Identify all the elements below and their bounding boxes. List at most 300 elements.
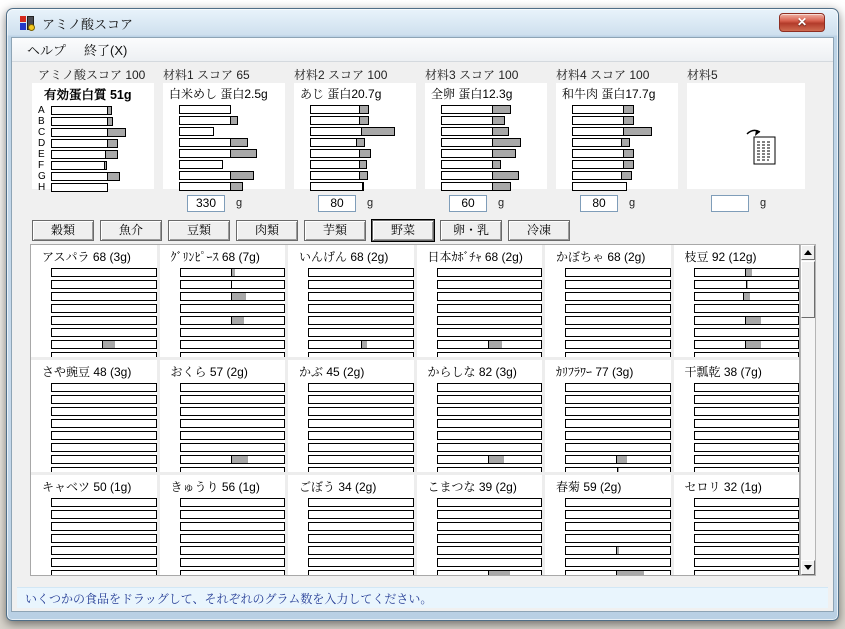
- status-bar: [17, 587, 828, 608]
- bar-filled-segment: [438, 444, 482, 451]
- amino-bar: [51, 139, 118, 148]
- scroll-up-button[interactable]: [801, 245, 815, 260]
- bar-excess-segment: [488, 571, 510, 576]
- amino-bar: [180, 383, 286, 392]
- amino-bar: [565, 328, 671, 337]
- ingredient-bar-row: [572, 127, 678, 136]
- bar-filled-segment: [309, 329, 339, 336]
- bar-filled-segment: [52, 499, 80, 506]
- amino-bar: [51, 280, 157, 289]
- bar-filled-segment: [573, 128, 623, 135]
- bar-filled-segment: [52, 384, 85, 391]
- food-cell-1[interactable]: [160, 245, 286, 357]
- amino-bar: [308, 534, 414, 543]
- food-bars: [545, 498, 671, 576]
- bar-filled-segment: [181, 317, 231, 324]
- bar-excess-segment: [102, 341, 115, 348]
- amino-bar: [694, 395, 800, 404]
- amino-bar: [179, 160, 223, 169]
- food-bars: [674, 383, 800, 472]
- drag-document-icon: [745, 128, 779, 173]
- amino-bar: [437, 292, 543, 301]
- amino-bar: [694, 534, 800, 543]
- amino-bar: [565, 510, 671, 519]
- amino-bar: [437, 328, 543, 337]
- food-bars: [674, 268, 800, 357]
- bar-filled-segment: [438, 305, 476, 312]
- amino-score-panel: [32, 83, 154, 193]
- bar-filled-segment: [52, 173, 107, 180]
- ingredient-panel-3: [425, 83, 547, 189]
- food-cell-4[interactable]: [545, 245, 671, 357]
- bar-filled-segment: [695, 535, 718, 542]
- bar-filled-segment: [695, 329, 743, 336]
- amino-bar: [308, 383, 414, 392]
- food-cell-3[interactable]: [417, 245, 543, 357]
- food-name: 日本ｶﾎﾞﾁｬ 68 (2g): [427, 250, 523, 264]
- bar-filled-segment: [695, 571, 725, 576]
- grams-field-3: [449, 194, 504, 212]
- bar-filled-segment: [309, 444, 332, 451]
- amino-bar: [572, 182, 627, 191]
- food-name: 干瓢乾 38 (7g): [684, 365, 762, 379]
- bar-excess-segment: [230, 150, 256, 157]
- ingredient-bar-row: [310, 182, 416, 191]
- bar-filled-segment: [438, 420, 483, 427]
- amino-bar: [694, 498, 800, 507]
- ingredient-bar-row: [179, 160, 285, 169]
- bar-filled-segment: [181, 444, 214, 451]
- bar-filled-segment: [566, 408, 614, 415]
- amino-bar: [572, 171, 632, 180]
- ingredient-bar-row: [572, 149, 678, 158]
- tab-beans[interactable]: 豆類: [168, 220, 230, 241]
- amino-bar: [310, 127, 395, 136]
- grams-input-4[interactable]: [580, 195, 618, 212]
- bar-filled-segment: [566, 499, 611, 506]
- bar-filled-segment: [695, 456, 715, 463]
- amino-bar: [51, 161, 107, 170]
- amino-row-label: F: [38, 160, 45, 171]
- bar-filled-segment: [309, 408, 342, 415]
- bar-excess-segment: [492, 172, 518, 179]
- category-tabs: [32, 220, 570, 241]
- amino-bar: [694, 352, 800, 357]
- bar-filled-segment: [180, 161, 222, 168]
- bar-excess-segment: [743, 293, 750, 300]
- amino-bar: [441, 127, 509, 136]
- food-name: ｶﾘﾌﾗﾜｰ 77 (3g): [556, 365, 634, 379]
- app-icon: [19, 15, 36, 31]
- amino-bar: [180, 570, 286, 576]
- food-bars: [160, 498, 286, 576]
- ingredient-bar-row: [310, 105, 416, 114]
- ingredient-bar-row: [441, 160, 547, 169]
- food-name: かぼちゃ 68 (2g): [556, 250, 646, 264]
- bar-filled-segment: [52, 305, 92, 312]
- food-grid-scrollbar[interactable]: [800, 244, 816, 576]
- ingredient-bar-row: [179, 116, 285, 125]
- bar-filled-segment: [52, 559, 82, 566]
- amino-bar: [572, 105, 634, 114]
- amino-bar: [694, 570, 800, 576]
- bar-excess-segment: [231, 456, 248, 463]
- tab-vegetables[interactable]: 野菜: [372, 220, 434, 241]
- food-cell-2[interactable]: [288, 245, 414, 357]
- amino-bar: [565, 280, 671, 289]
- food-name: こまつな 39 (2g): [427, 480, 517, 494]
- amino-bar: [572, 116, 634, 125]
- bar-filled-segment: [438, 269, 478, 276]
- bar-filled-segment: [309, 499, 339, 506]
- bar-filled-segment: [52, 420, 80, 427]
- bar-filled-segment: [181, 499, 214, 506]
- food-name: キャベツ 50 (1g): [42, 480, 132, 494]
- amino-bar: [308, 522, 414, 531]
- bar-excess-segment: [231, 269, 235, 276]
- amino-bar: [51, 467, 157, 472]
- bar-filled-segment: [181, 468, 211, 472]
- amino-bar: [437, 522, 543, 531]
- food-cell-10[interactable]: [545, 360, 671, 472]
- bar-excess-segment: [492, 139, 520, 146]
- bar-filled-segment: [180, 117, 230, 124]
- amino-bar: [694, 558, 800, 567]
- bar-filled-segment: [566, 444, 606, 451]
- bar-filled-segment: [181, 511, 213, 518]
- bar-filled-segment: [309, 432, 337, 439]
- app-window: [6, 8, 839, 621]
- bar-filled-segment: [695, 511, 715, 518]
- bar-filled-segment: [566, 432, 614, 439]
- amino-bar: [179, 138, 248, 147]
- column-header-3: 材料3 スコア 100: [425, 68, 519, 82]
- bar-filled-segment: [566, 305, 611, 312]
- amino-bar: [565, 304, 671, 313]
- food-bars: [31, 498, 157, 576]
- bar-excess-segment: [621, 139, 629, 146]
- bar-filled-segment: [181, 396, 209, 403]
- bar-filled-segment: [52, 353, 97, 357]
- bar-filled-segment: [438, 535, 460, 542]
- bar-excess-segment: [745, 269, 752, 276]
- grams-input-2[interactable]: [318, 195, 356, 212]
- amino-bar: [308, 570, 414, 576]
- title-bar[interactable]: [7, 9, 838, 37]
- amino-bar: [694, 419, 800, 428]
- amino-bar: [51, 395, 157, 404]
- bar-filled-segment: [181, 559, 211, 566]
- bar-filled-segment: [309, 571, 346, 576]
- food-cell-11[interactable]: [674, 360, 800, 472]
- food-cell-0[interactable]: [31, 245, 157, 357]
- food-cell-12[interactable]: [31, 475, 157, 576]
- bar-filled-segment: [442, 128, 492, 135]
- amino-bar: [51, 352, 157, 357]
- column-header-2: 材料2 スコア 100: [294, 68, 388, 82]
- bar-filled-segment: [52, 281, 85, 288]
- bar-excess-segment: [745, 317, 761, 324]
- amino-bar: [180, 431, 286, 440]
- amino-bar: [565, 534, 671, 543]
- amino-bar: [694, 467, 800, 472]
- amino-bar: [694, 407, 800, 416]
- ingredient-bar-row: [310, 116, 416, 125]
- bar-filled-segment: [181, 305, 216, 312]
- bar-filled-segment: [52, 140, 107, 147]
- amino-bar: [180, 407, 286, 416]
- ingredient-bar-row: [572, 138, 678, 147]
- grams-input-3[interactable]: [449, 195, 487, 212]
- bar-filled-segment: [695, 559, 715, 566]
- amino-bar-row: [38, 172, 154, 181]
- bar-excess-segment: [623, 150, 633, 157]
- grams-input-5[interactable]: [711, 195, 749, 212]
- bar-filled-segment: [566, 468, 617, 472]
- bar-filled-segment: [181, 535, 214, 542]
- amino-bar: [51, 150, 118, 159]
- amino-bar: [437, 407, 543, 416]
- bar-excess-segment: [107, 129, 125, 136]
- amino-bar: [565, 352, 671, 357]
- bar-filled-segment: [438, 547, 483, 554]
- amino-bar: [179, 149, 257, 158]
- food-cell-5[interactable]: [674, 245, 800, 357]
- food-cell-8[interactable]: [288, 360, 414, 472]
- amino-bar: [51, 534, 157, 543]
- amino-bar: [441, 182, 511, 191]
- food-name: おくら 57 (2g): [170, 365, 248, 379]
- bar-filled-segment: [309, 317, 349, 324]
- bar-filled-segment: [442, 172, 492, 179]
- amino-bar-row: [38, 128, 154, 137]
- amino-bar: [437, 467, 543, 472]
- food-cell-13[interactable]: [160, 475, 286, 576]
- amino-bar: [565, 383, 671, 392]
- bar-filled-segment: [311, 150, 359, 157]
- amino-bar: [565, 395, 671, 404]
- bar-filled-segment: [566, 329, 601, 336]
- ingredient-bar-row: [310, 160, 416, 169]
- amino-bar: [51, 328, 157, 337]
- bar-filled-segment: [438, 396, 482, 403]
- food-cell-14[interactable]: [288, 475, 414, 576]
- amino-bar: [180, 280, 286, 289]
- ingredient-title: 全卵 蛋白12.3g: [431, 87, 513, 101]
- bar-filled-segment: [52, 444, 85, 451]
- amino-bar: [51, 117, 113, 126]
- bar-filled-segment: [442, 139, 492, 146]
- amino-bar: [310, 116, 369, 125]
- food-grid: [30, 244, 800, 576]
- amino-row-label: G: [38, 171, 46, 182]
- bar-filled-segment: [438, 571, 488, 576]
- grams-unit-label: g: [498, 197, 505, 209]
- amino-bar: [308, 352, 414, 357]
- bar-filled-segment: [442, 150, 492, 157]
- amino-bar: [308, 268, 414, 277]
- amino-bar: [565, 292, 671, 301]
- food-name: 枝豆 92 (12g): [684, 250, 757, 264]
- ingredient-bar-row: [441, 171, 547, 180]
- amino-bar: [51, 292, 157, 301]
- bar-filled-segment: [438, 456, 488, 463]
- ingredient-bars: [425, 105, 547, 191]
- amino-bar-row: [38, 106, 154, 115]
- amino-bar: [572, 138, 630, 147]
- bar-filled-segment: [309, 456, 342, 463]
- amino-bar: [437, 498, 543, 507]
- bar-excess-segment: [356, 139, 364, 146]
- bar-filled-segment: [181, 281, 231, 288]
- bar-filled-segment: [438, 329, 473, 336]
- bar-filled-segment: [695, 432, 738, 439]
- bar-filled-segment: [309, 293, 347, 300]
- amino-bar: [437, 570, 543, 576]
- amino-bar: [694, 455, 800, 464]
- bar-filled-segment: [566, 317, 608, 324]
- grams-input-1[interactable]: [187, 195, 225, 212]
- bar-filled-segment: [695, 408, 735, 415]
- amino-bar: [437, 383, 543, 392]
- bar-filled-segment: [52, 184, 107, 191]
- amino-bar: [310, 171, 368, 180]
- amino-bar: [308, 304, 414, 313]
- amino-bar: [437, 455, 543, 464]
- amino-bar: [437, 268, 543, 277]
- amino-row-label: H: [38, 182, 46, 193]
- bar-filled-segment: [442, 161, 492, 168]
- column-header-4: 材料4 スコア 100: [556, 68, 650, 82]
- food-bars: [417, 383, 543, 472]
- tab-meat[interactable]: 肉類: [236, 220, 298, 241]
- bar-filled-segment: [52, 107, 107, 114]
- menu-item-help[interactable]: ヘルプ: [27, 43, 67, 58]
- bar-excess-segment: [230, 139, 247, 146]
- bar-filled-segment: [309, 269, 349, 276]
- amino-bar: [180, 510, 286, 519]
- amino-bar: [437, 534, 543, 543]
- bar-excess-segment: [230, 117, 237, 124]
- bar-filled-segment: [566, 523, 610, 530]
- amino-bar: [51, 570, 157, 576]
- ingredient-bar-row: [441, 138, 547, 147]
- amino-bar: [180, 443, 286, 452]
- amino-bar-row: [38, 139, 154, 148]
- bar-filled-segment: [309, 305, 344, 312]
- bar-excess-segment: [359, 117, 368, 124]
- food-bars: [674, 498, 800, 576]
- tab-potatoes[interactable]: 芋類: [304, 220, 366, 241]
- scroll-thumb[interactable]: [801, 261, 815, 318]
- food-cell-17[interactable]: [674, 475, 800, 576]
- amino-bar: [572, 127, 652, 136]
- grams-unit-label: g: [629, 197, 636, 209]
- amino-bar-row: [38, 117, 154, 126]
- food-name: いんげん 68 (2g): [299, 250, 389, 264]
- food-name: かぶ 45 (2g): [299, 365, 365, 379]
- amino-bar: [51, 546, 157, 555]
- amino-bar: [180, 534, 286, 543]
- amino-bar: [51, 383, 157, 392]
- bar-excess-segment: [230, 183, 242, 190]
- tab-frozen[interactable]: 冷凍: [508, 220, 570, 241]
- bar-filled-segment: [695, 317, 745, 324]
- bar-filled-segment: [566, 571, 616, 576]
- ingredient-bar-row: [179, 149, 285, 158]
- food-cell-15[interactable]: [417, 475, 543, 576]
- bar-filled-segment: [695, 420, 727, 427]
- amino-bar: [694, 292, 800, 301]
- bar-filled-segment: [442, 117, 492, 124]
- amino-bar: [308, 431, 414, 440]
- amino-bar: [308, 443, 414, 452]
- tab-seafood[interactable]: 魚介: [100, 220, 162, 241]
- close-button[interactable]: [779, 13, 825, 32]
- food-cell-6[interactable]: [31, 360, 157, 472]
- food-cell-7[interactable]: [160, 360, 286, 472]
- bar-filled-segment: [566, 511, 609, 518]
- bar-filled-segment: [181, 269, 231, 276]
- amino-bar: [308, 340, 414, 349]
- food-bars: [288, 268, 414, 357]
- bar-filled-segment: [695, 547, 720, 554]
- bar-filled-segment: [438, 317, 483, 324]
- tab-grains[interactable]: 穀類: [32, 220, 94, 241]
- bar-filled-segment: [695, 444, 733, 451]
- amino-bar-row: [38, 161, 154, 170]
- bar-filled-segment: [181, 293, 231, 300]
- ingredient-bars: [163, 105, 285, 191]
- bar-filled-segment: [180, 128, 213, 135]
- amino-bar: [179, 171, 254, 180]
- bar-excess-segment: [488, 456, 504, 463]
- bar-filled-segment: [695, 269, 745, 276]
- amino-bar: [180, 316, 286, 325]
- grams-field-5: [711, 194, 766, 212]
- bar-excess-segment: [616, 571, 644, 576]
- amino-bar: [441, 105, 511, 114]
- bar-excess-segment: [492, 183, 510, 190]
- bar-filled-segment: [573, 150, 623, 157]
- amino-bar: [179, 116, 238, 125]
- menu-bar: [12, 38, 833, 62]
- food-name: ごぼう 34 (2g): [299, 480, 377, 494]
- bar-filled-segment: [309, 281, 345, 288]
- amino-bar: [694, 304, 800, 313]
- scroll-down-button[interactable]: [801, 560, 815, 575]
- food-cell-9[interactable]: [417, 360, 543, 472]
- amino-bar: [180, 304, 286, 313]
- bar-filled-segment: [181, 341, 229, 348]
- ingredient-title: 和牛肉 蛋白17.7g: [562, 87, 656, 101]
- bar-filled-segment: [438, 408, 488, 415]
- amino-bar: [437, 352, 543, 357]
- food-cell-16[interactable]: [545, 475, 671, 576]
- ingredient-bar-row: [441, 116, 547, 125]
- tab-egg-dairy[interactable]: 卵・乳: [440, 220, 502, 241]
- bar-filled-segment: [52, 129, 107, 136]
- bar-filled-segment: [52, 162, 104, 169]
- menu-item-exit[interactable]: 終了(X): [84, 43, 128, 58]
- amino-bar: [180, 352, 286, 357]
- bar-filled-segment: [309, 547, 337, 554]
- amino-bar: [694, 546, 800, 555]
- amino-bar: [180, 395, 286, 404]
- amino-bar: [308, 292, 414, 301]
- bar-filled-segment: [695, 396, 733, 403]
- bar-filled-segment: [52, 432, 82, 439]
